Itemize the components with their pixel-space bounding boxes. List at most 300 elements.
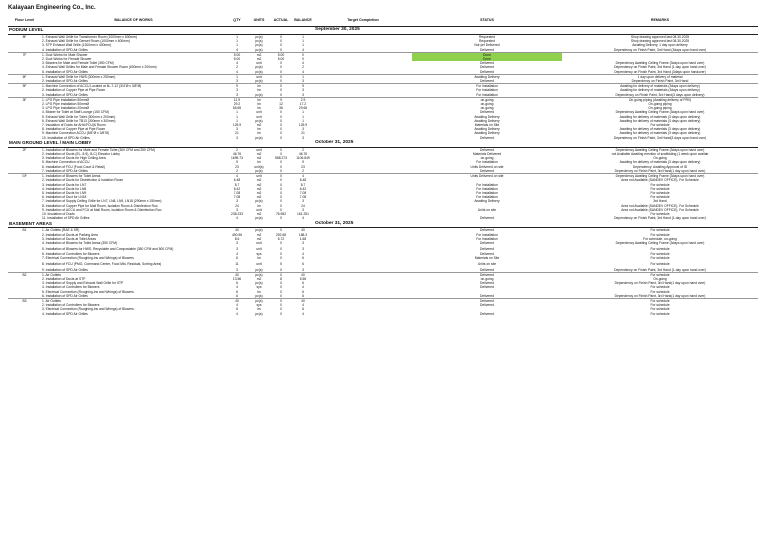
balance-cell: 7.08 <box>299 190 307 195</box>
qty-cell: 46.76 <box>232 152 242 157</box>
units-cell: m2 <box>256 57 262 62</box>
status-cell: Delivered <box>480 298 494 303</box>
header-remarks: REMARKS <box>562 14 758 27</box>
work-item: 4. Installation of Blowers for Toilet Areas (350 CFM) <box>42 240 118 245</box>
status-cell: For Installation <box>476 182 498 187</box>
remarks-cell: On-going piping (Awaiting delivery of PRV) <box>628 97 692 102</box>
units-cell: sys <box>256 303 262 308</box>
units-cell: pc(s) <box>255 311 263 316</box>
qty-cell: 4 <box>236 252 238 257</box>
actual-cell: 0 <box>280 110 282 115</box>
table-row <box>8 245 758 252</box>
actual-cell: 0 <box>280 178 282 183</box>
balance-cell: 24 <box>301 203 305 208</box>
section-target: September 30, 2025 <box>314 27 412 35</box>
remarks-cell: For schedule <box>650 289 670 294</box>
work-item: 3. Blowers for Male and Female Toilet (350 CFM) <box>42 61 114 66</box>
work-item: 2. Installation of Ducts (EL- 8-9), B-C) Elevator Lobby <box>42 152 120 157</box>
status-cell: For Installation <box>476 186 498 191</box>
actual-cell: 0 <box>280 147 282 152</box>
units-cell: m2 <box>256 211 262 216</box>
actual-cell: 0 <box>280 135 282 140</box>
balance-cell: 0 <box>302 52 304 57</box>
qty-cell: 6 <box>236 307 238 312</box>
remarks-cell: Dependency on Finish Paint, 3rd Hand (1 day upon hand over) <box>614 216 706 221</box>
work-item: 6. Installation of Duct for LN18 <box>42 195 87 200</box>
balance-cell: 3 <box>302 246 304 251</box>
units-cell: pc(s) <box>255 39 263 44</box>
balance-cell: 1.68 <box>299 236 307 241</box>
work-item: 10. Insulation of Ducts <box>42 211 75 216</box>
actual-cell: 0 <box>280 114 282 119</box>
balance-cell: 6 <box>302 281 304 286</box>
qty-cell: 2 <box>236 65 238 70</box>
work-item: 2. LPG Pipe Installation 50mmØ <box>42 102 90 107</box>
qty-cell: 2 <box>236 168 238 173</box>
balance-cell: 4 <box>302 69 304 74</box>
status-cell: Done <box>412 57 562 61</box>
work-item: 3. LPG Pipe Installation 20mmØ <box>42 106 90 111</box>
work-item: 5. Exhaust Wall Grille for Toilet (300mm x 200mm) <box>42 114 116 119</box>
work-item: 8. Installation of Copper Pipe at Pipe Room <box>42 127 106 132</box>
work-item: 4. Installation of SPD Air Grilles <box>42 311 88 316</box>
actual-cell: 5.00 <box>277 52 285 57</box>
qty-cell: 3 <box>236 127 238 132</box>
qty-cell: 3 <box>236 267 238 272</box>
status-cell: For Installation <box>476 195 498 200</box>
qty-cell: 40 <box>235 298 239 303</box>
work-item: 7. Installation of Supply Ceiling Grille for LN7, LN8, LN9, LN18 (290mm x 150mm) <box>42 199 162 204</box>
balance-cell: 46.76 <box>298 152 308 157</box>
actual-cell: 0 <box>280 293 282 298</box>
actual-cell: 0 <box>280 199 282 204</box>
qty-cell: 3 <box>236 246 238 251</box>
work-item: 2. Installation of Ducts at STP <box>42 276 86 281</box>
balance-cell: 4 <box>302 47 304 52</box>
remarks-cell: On-going <box>653 276 667 281</box>
qty-cell: 4 <box>236 69 238 74</box>
status-cell: Delivered <box>480 168 494 173</box>
actual-cell: 12 <box>279 102 283 107</box>
qty-cell: 1 <box>236 35 238 39</box>
status-cell: Requested <box>479 39 495 44</box>
balance-cell: 1 <box>302 114 304 119</box>
qty-cell: 13.56 <box>232 276 242 281</box>
remarks-cell: For schedule, on-going <box>643 236 677 241</box>
remarks-cell: For schedule <box>650 232 670 237</box>
status-cell: Delivered <box>480 272 494 277</box>
balance-cell: 3 <box>302 79 304 84</box>
remarks-cell: Dependency on Finish Paint, 3rd Hand(1 day upon hand over) <box>614 168 706 173</box>
work-item: 8. Installation of Copper Pipe for Mail Room, Isolation Room & Disinfection Roo <box>42 203 158 208</box>
qty-cell: 6.48 <box>233 178 241 183</box>
balance-cell: 29.65 <box>298 106 308 111</box>
units-cell: lm <box>257 102 261 107</box>
section-filler <box>412 27 758 35</box>
section-row <box>8 140 758 148</box>
status-cell: For Installation <box>476 88 498 93</box>
remarks-cell: Dependency on Finish Paint, 3rd Hand(1 day upon hand over) <box>614 281 706 286</box>
actual-cell: 0 <box>280 152 282 157</box>
balance-cell: 3 <box>302 199 304 204</box>
floor-level: 7F <box>22 52 27 57</box>
qty-cell: 4 <box>236 47 238 52</box>
work-item: 2. Installation of Ducts at Parking Area <box>42 232 98 237</box>
work-item: 6. Installation of Controllers for Blowers <box>42 252 100 257</box>
balance-cell: 125.9 <box>298 123 308 128</box>
status-cell: Awaiting Delivery <box>474 199 500 204</box>
status-cell: Requested <box>479 35 495 39</box>
balance-cell: 4 <box>302 252 304 257</box>
qty-cell: 4 <box>236 174 238 179</box>
remarks-cell: Dependency Awaiting Ceiling Frame (3days upon hand over) <box>615 147 705 152</box>
actual-cell: 36 <box>279 106 283 111</box>
actual-cell: 0 <box>280 256 282 261</box>
actual-cell: 0 <box>280 168 282 173</box>
qty-cell: 24 <box>235 203 239 208</box>
remarks-cell: Dependency Awaiting Ceiling Frame (3days upon hand over) <box>615 174 705 179</box>
remarks-cell: Dependency on Finish Paint, 3rd Hand (1 day upon hand over) <box>614 65 706 70</box>
units-cell: unit <box>256 114 262 119</box>
remarks-cell: Awaiting for delivery of materials (3 days upon delivery) <box>619 160 701 165</box>
units-cell: unit <box>256 207 262 212</box>
actual-cell: 0 <box>280 289 282 294</box>
actual-cell: 0 <box>280 174 282 179</box>
units-cell: unit <box>256 174 262 179</box>
actual-cell: 0 <box>280 186 282 191</box>
floor-level: 3F <box>22 97 27 102</box>
units-cell: pc(s) <box>255 281 263 286</box>
work-item: 2. Installation of Controllers for Blowers <box>42 303 100 308</box>
units-cell: pc(s) <box>255 135 263 140</box>
remarks-cell: Dependency on Finish Paint, 3rd Hand(1 day upon hand over) <box>614 293 706 298</box>
balance-cell: 0 <box>302 57 304 62</box>
status-cell: Awaiting Delivery <box>474 131 500 136</box>
status-cell: Materials on Site <box>474 123 500 128</box>
remarks-cell: Awaiting for delivery of materials (3 days upon delivery) <box>619 118 701 123</box>
header-floor: Floor Level <box>8 14 41 27</box>
work-item: 2. Exhaust Wall Grille for Genset Room (1000mm x 600mm) <box>42 39 130 44</box>
status-cell: on-going <box>480 276 494 281</box>
remarks-cell: Awaiting for delivery of materials (3 days upon delivery) <box>619 114 701 119</box>
header-status: STATUS <box>412 14 562 27</box>
units-cell: lm <box>257 97 261 102</box>
status-cell: For Installation <box>476 190 498 195</box>
status-cell: Units Delivered on site <box>470 164 504 169</box>
balance-cell: 4 <box>302 303 304 308</box>
balance-cell: 6 <box>302 261 304 266</box>
qty-cell: 40 <box>235 272 239 277</box>
work-item: 1. Exhaust Wall Grille for Transformer Room (1000mm x 600mm) <box>42 35 137 39</box>
work-item: 1. LPG Pipe Installation 50mmØ <box>42 97 90 102</box>
qty-cell: 40 <box>235 228 239 233</box>
balance-cell: 1106.849 <box>296 156 310 161</box>
qty-cell: 21 <box>235 131 239 136</box>
balance-cell: 3 <box>302 92 304 97</box>
work-item: 9. Machine Connection ACCU (5/8"Ø x 3/8"Ø) <box>42 131 110 136</box>
status-cell: on-going <box>480 97 494 102</box>
remarks-cell: For schedule <box>650 228 670 233</box>
balance-cell: 1 <box>302 110 304 115</box>
remarks-cell: For schedule <box>650 285 670 290</box>
units-cell: m2 <box>256 276 262 281</box>
qty-cell: 1695.73 <box>231 156 243 161</box>
units-cell: unit <box>256 61 262 66</box>
remarks-cell: On-going piping <box>648 106 672 111</box>
work-item: 1. Installation of Blowers for Male and Female Toilet (300 CFM and 250 CFM) <box>42 147 155 152</box>
units-cell: m2 <box>256 123 262 128</box>
status-cell: Delivered <box>480 228 494 233</box>
actual-cell: 0 <box>280 240 282 245</box>
work-item: 3. Installation of Ducts for High Ceiling Area <box>42 156 106 161</box>
actual-cell: 588.273 <box>275 156 287 161</box>
units-cell: lm <box>257 127 261 132</box>
work-item: 9. Installation of SPD Air Grilles <box>42 267 88 272</box>
qty-cell: 5.00 <box>233 57 241 62</box>
work-item: 2. Duct Works for Female Shower <box>42 57 92 62</box>
balance-cell: 17.2 <box>299 102 307 107</box>
remarks-cell: Awaiting for delivery of materials (3days upon delivery) <box>620 84 700 89</box>
floor-level: 2F <box>22 147 27 152</box>
work-item: 3. Electrical Connection (Roughing-ins and Wirings) of Blowers <box>42 307 134 312</box>
balance-cell: 3 <box>302 207 304 212</box>
units-cell: m2 <box>256 190 262 195</box>
units-cell: pc(s) <box>255 35 263 39</box>
actual-cell: 5 <box>280 261 282 266</box>
qty-cell: 2 <box>236 147 238 152</box>
section-filler <box>412 220 758 228</box>
qty-cell: 490.96 <box>231 232 243 237</box>
balance-cell: 40 <box>301 228 305 233</box>
qty-cell: 6.42 <box>233 186 241 191</box>
remarks-cell: For schedule <box>650 195 670 200</box>
balance-cell: 1 <box>302 39 304 44</box>
units-cell: lm <box>257 131 261 136</box>
status-cell: Awaiting Delivery <box>474 127 500 132</box>
qty-cell: 238.233 <box>231 211 243 216</box>
qty-cell: 3 <box>236 207 238 212</box>
balance-cell: 1 <box>302 118 304 123</box>
qty-cell: 3 <box>236 79 238 84</box>
actual-cell: 0 <box>280 298 282 303</box>
units-cell: pc(s) <box>255 168 263 173</box>
balance-of-works-table <box>8 14 758 316</box>
units-cell: m2 <box>256 156 262 161</box>
section-target: October 31, 2025 <box>314 140 412 148</box>
work-item: 6. Installation of FCU (Food Court & Retail) <box>42 164 105 169</box>
actual-cell: 0 <box>280 246 282 251</box>
work-item: 3. Installation of SPD Air Grilles <box>42 92 88 97</box>
units-cell: pc(s) <box>255 267 263 272</box>
status-cell: For Installation <box>476 84 498 89</box>
qty-cell: 1 <box>236 39 238 44</box>
units-cell: lm <box>257 84 261 89</box>
qty-cell: 6 <box>236 293 238 298</box>
qty-cell: 4 <box>236 285 238 290</box>
section-title: BASEMENT AREAS <box>8 220 314 228</box>
status-cell: Delivered <box>480 110 494 115</box>
actual-cell: 0 <box>280 127 282 132</box>
status-cell: Awaiting Delivery <box>474 74 500 79</box>
work-item: 3. STP Exhaust Wall Grille (1300mm x 400mm) <box>42 43 112 48</box>
work-item: 6. Installation of SPD Air Grilles <box>42 293 88 298</box>
remarks-cell: For schedule <box>650 272 670 277</box>
section-title: PODIUM LEVEL <box>8 27 314 35</box>
qty-cell: 4 <box>236 311 238 316</box>
status-cell: Delivered <box>480 61 494 66</box>
balance-cell: 21 <box>301 131 305 136</box>
units-cell: pc(s) <box>255 69 263 74</box>
qty-cell: 6 <box>236 289 238 294</box>
balance-cell: 6.42 <box>299 186 307 191</box>
actual-cell: 76.982 <box>275 211 287 216</box>
balance-cell: 6 <box>302 256 304 261</box>
floor-level: 8F <box>22 35 27 39</box>
qty-cell: 6 <box>236 256 238 261</box>
balance-cell: 6 <box>302 307 304 312</box>
status-cell: on-going <box>480 102 494 107</box>
units-cell: pc(s) <box>255 118 263 123</box>
qty-cell: 6 <box>236 281 238 286</box>
units-cell: m2 <box>256 178 262 183</box>
units-cell: unit <box>256 147 262 152</box>
units-cell: lm <box>257 307 261 312</box>
work-item: 6. Exhaust Wall Grille for TB13 (300mm x 300mm) <box>42 118 116 123</box>
remarks-cell: On-going <box>653 156 667 161</box>
units-cell: pc(s) <box>255 43 263 48</box>
units-cell: unit <box>256 110 262 115</box>
balance-cell: 23 <box>301 164 305 169</box>
actual-cell: 0 <box>280 79 282 84</box>
qty-cell: 3 <box>236 92 238 97</box>
balance-cell: 3 <box>302 240 304 245</box>
qty-cell: 8.6 <box>234 236 240 241</box>
actual-cell: 9 <box>280 97 282 102</box>
status-cell: Not yet Delivered <box>474 43 500 48</box>
actual-cell: 0 <box>280 131 282 136</box>
status-cell: Units on site <box>477 261 497 266</box>
remarks-cell: For schedule <box>650 182 670 187</box>
remarks-cell: For schedule <box>650 298 670 303</box>
balance-cell: 4 <box>302 311 304 316</box>
actual-cell: 0 <box>280 118 282 123</box>
balance-cell: 9 <box>302 160 304 165</box>
work-item: 3. Installation of Ducts for LN7 <box>42 182 87 187</box>
balance-cell: 3 <box>302 267 304 272</box>
actual-cell: 0 <box>280 195 282 200</box>
qty-cell: 3 <box>236 240 238 245</box>
actual-cell: 0 <box>280 285 282 290</box>
floor-level: GF <box>22 174 27 179</box>
remarks-cell: Dependency on Finish Paint, 3rd Hand (1 day upon hand over) <box>614 267 706 272</box>
header-units: UNITS <box>248 14 270 27</box>
floor-level: B3 <box>22 298 27 303</box>
balance-cell: 2 <box>302 65 304 70</box>
remarks-cell: Awaiting for delivery of materials (3 days upon delivery) <box>619 131 701 136</box>
balance-cell: 3 <box>302 127 304 132</box>
work-item: 5. Installation of Blowers for HWS, Recyclable and Compostable (350 CFM and 500 CFM) <box>42 246 174 251</box>
status-cell: Delivered <box>480 79 494 84</box>
actual-cell: 0 <box>280 84 282 89</box>
actual-cell: 0 <box>280 160 282 165</box>
qty-cell: 11 <box>235 261 239 266</box>
work-item: 5. Machine Connection of ACCU <box>42 160 90 165</box>
header-target: Target Completion <box>314 14 412 27</box>
section-filler <box>412 140 758 148</box>
target-cell <box>314 245 412 252</box>
status-cell: For Installation <box>476 236 498 241</box>
status-cell: Delivered <box>480 240 494 245</box>
units-cell: sys <box>256 285 262 290</box>
status-cell: For Installation <box>476 92 498 97</box>
header-balance: BALANCE <box>292 14 314 27</box>
balance-cell: 3 <box>302 88 304 93</box>
remarks-cell: Shop drawing approved last 08.30.2025 <box>630 39 690 44</box>
work-item: 7. Installation of SPD Air Grilles <box>42 168 88 173</box>
balance-cell: 40 <box>301 272 305 277</box>
actual-cell: 0 <box>280 39 282 44</box>
qty-cell: 11.9 <box>233 97 241 102</box>
work-item: 1. Machine Connection of ACCU Located at 6L-7-12 (3/4"Ø x 3/8"Ø) <box>42 84 142 89</box>
qty-cell: 29.2 <box>233 102 241 107</box>
remarks-cell: Awaiting Delivery, 1 day upon delivery <box>632 43 688 48</box>
section-title: MAIN GROUND LEVEL / MAIN LOBBY <box>8 140 314 148</box>
balance-cell: 8.7 <box>300 182 306 187</box>
status-cell: Materials Delivered <box>472 152 502 157</box>
status-cell: Delivered <box>480 281 494 286</box>
balance-cell: 188.3 <box>298 232 308 237</box>
balance-cell: 3 <box>302 135 304 140</box>
status-cell: Delivered <box>480 293 494 298</box>
work-item: 4. Installation of Ducts for LN8 <box>42 186 87 191</box>
balance-cell: 1 <box>302 74 304 79</box>
remarks-cell: For schedule <box>650 190 670 195</box>
header-actual: ACTUAL <box>270 14 292 27</box>
balance-cell: 2 <box>302 168 304 173</box>
status-cell: Done <box>412 52 562 57</box>
qty-cell: 23 <box>235 164 239 169</box>
balance-cell: 2 <box>302 147 304 152</box>
status-cell: Delivered <box>480 285 494 290</box>
units-cell: pc(s) <box>255 216 263 221</box>
status-cell: Units Delivered on site <box>470 174 504 179</box>
work-item: 9. Installation of ACCU and FCU at Mail Room, Isolation Room & Disinfection Roo <box>42 207 162 212</box>
units-cell: unit <box>256 74 262 79</box>
balance-cell: 4 <box>302 285 304 290</box>
remarks-cell: Dependency Awaiting Ceiling Frame (3days upon hand over) <box>615 61 705 66</box>
qty-cell: 3 <box>236 88 238 93</box>
work-item: 3. Installation of Supply and Exhaust Wall Grille for STP <box>42 281 124 286</box>
actual-cell: 292.68 <box>275 232 287 237</box>
floor-level <box>8 312 41 316</box>
remarks-cell: Area not Available (SANDEV OFFICE), For Schedule <box>621 203 699 208</box>
remarks-cell: For schedule <box>650 311 670 316</box>
actual-cell: 0 <box>280 123 282 128</box>
remarks-cell: Area not Available (SANDEV OFFICE), For Schedule <box>621 207 699 212</box>
balance-cell: 6.48 <box>299 178 307 183</box>
units-cell: pc(s) <box>255 272 263 277</box>
actual-cell: 0 <box>280 228 282 233</box>
status-cell: Awaiting Delivery <box>474 114 500 119</box>
qty-cell: 3 <box>236 135 238 140</box>
actual-cell: 0 <box>280 307 282 312</box>
qty-cell: 1 <box>236 110 238 115</box>
company-name: Kalayaan Engineering Co., Inc. <box>8 5 96 11</box>
actual-cell: 0 <box>280 74 282 79</box>
remarks-cell: Dependency on Finish Paint, 3rd Hand <box>631 79 689 84</box>
remarks-cell: For schedule <box>650 123 670 128</box>
balance-cell: 4 <box>302 174 304 179</box>
